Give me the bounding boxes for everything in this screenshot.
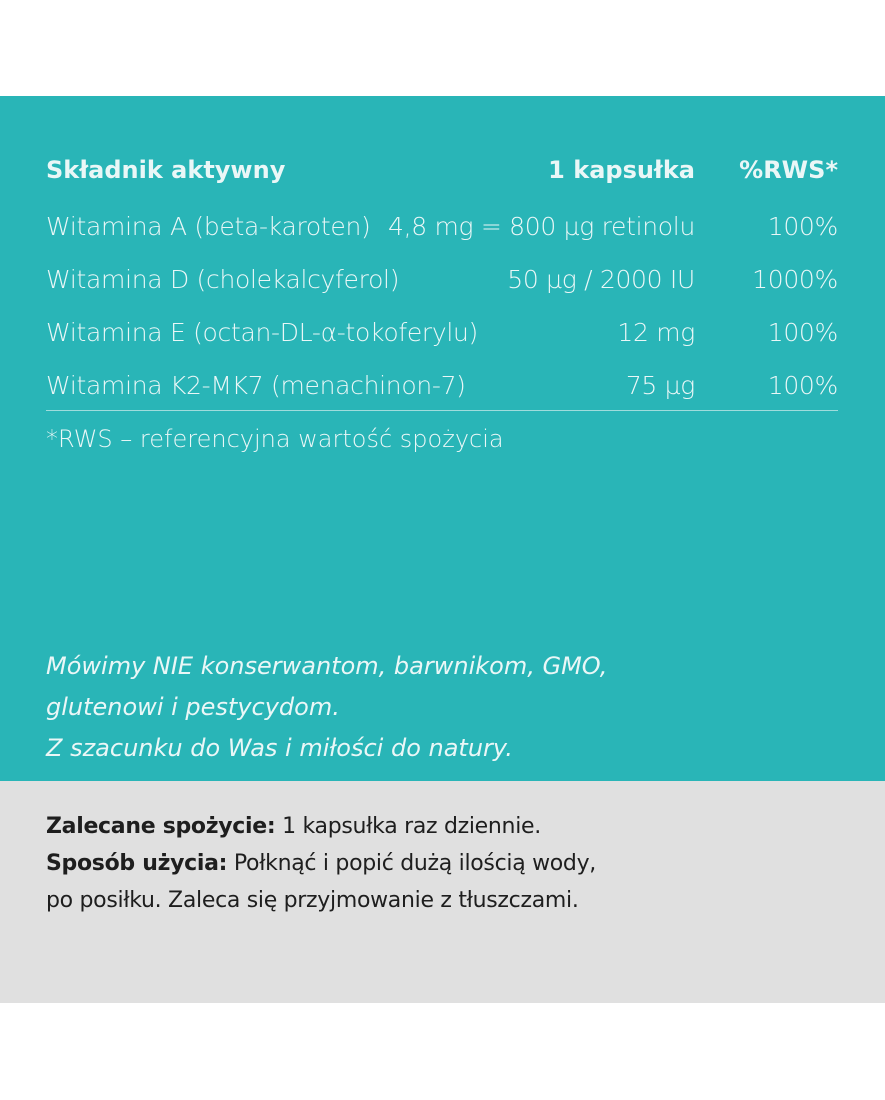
ingredient-amount: 4,8 mg = 800 µg retinolu bbox=[387, 212, 695, 241]
dose-label: Zalecane spożycie: bbox=[46, 814, 276, 839]
ingredient-rws: 1000% bbox=[752, 265, 838, 294]
ingredient-rws: 100% bbox=[767, 371, 838, 400]
header-ingredient: Składnik aktywny bbox=[46, 156, 286, 184]
ingredient-amount: 50 µg / 2000 IU bbox=[507, 265, 695, 294]
method-line-2: po posiłku. Zaleca się przyjmowanie z tłuszczami. bbox=[46, 888, 579, 913]
nutrition-table bbox=[46, 150, 838, 418]
method-text: Połknąć i popić dużą ilością wody, bbox=[227, 851, 597, 876]
ingredient-rws: 100% bbox=[767, 212, 838, 241]
slogan-line: Z szacunku do Was i miłości do natury. bbox=[46, 734, 513, 762]
dose-line bbox=[46, 808, 596, 845]
method-line bbox=[46, 845, 596, 882]
table-row bbox=[46, 312, 838, 365]
ingredient-name: Witamina E (octan-DL-α-tokoferylu) bbox=[46, 318, 479, 347]
ingredient-amount: 75 µg bbox=[625, 371, 695, 400]
slogan-line: Mówimy NIE konserwantom, barwnikom, GMO, bbox=[46, 652, 608, 680]
ingredient-rws: 100% bbox=[767, 318, 838, 347]
method-label: Sposób użycia: bbox=[46, 851, 228, 876]
rws-footnote: *RWS – referencyjna wartość spożycia bbox=[46, 425, 504, 453]
slogan-line: glutenowi i pestycydom. bbox=[46, 693, 340, 721]
slogan bbox=[46, 646, 607, 769]
table-divider bbox=[46, 410, 838, 411]
usage-instructions bbox=[46, 808, 596, 919]
table-row bbox=[46, 259, 838, 312]
ingredient-name: Witamina A (beta-karoten) bbox=[46, 212, 371, 241]
header-rws: %RWS* bbox=[739, 156, 838, 184]
ingredient-amount: 12 mg bbox=[617, 318, 695, 347]
table-row bbox=[46, 206, 838, 259]
table-header-row bbox=[46, 150, 838, 206]
ingredient-name: Witamina D (cholekalcyferol) bbox=[46, 265, 400, 294]
ingredient-name: Witamina K2-MK7 (menachinon-7) bbox=[46, 371, 466, 400]
header-amount: 1 kapsułka bbox=[548, 156, 695, 184]
dose-text: 1 kapsułka raz dziennie. bbox=[275, 814, 541, 839]
